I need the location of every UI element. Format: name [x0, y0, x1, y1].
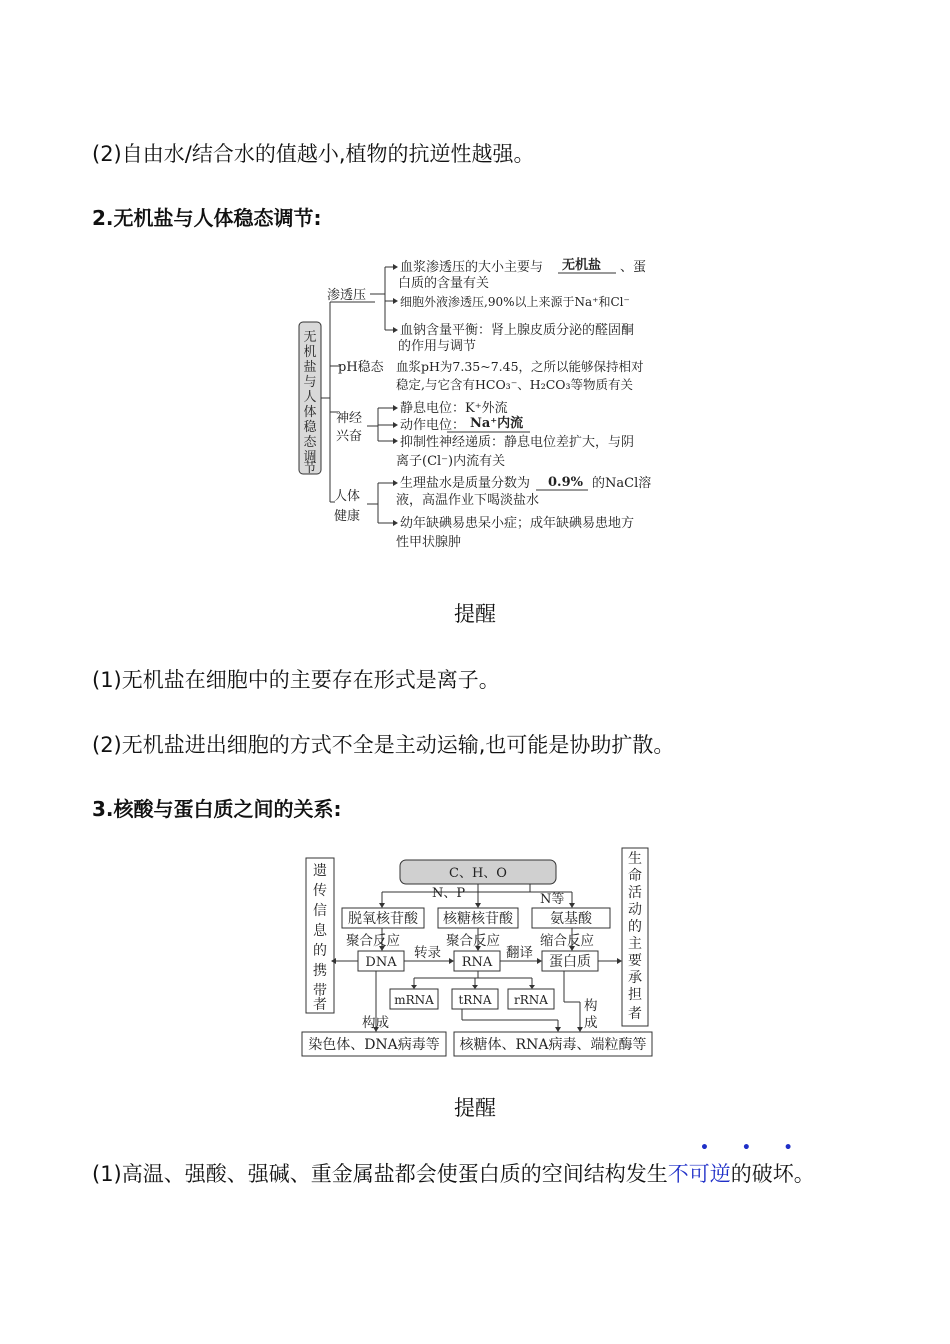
right-label-char: 承	[628, 970, 642, 986]
composition-label: 构成	[362, 1015, 389, 1031]
right-label-char: 生	[628, 851, 642, 867]
branch-human-health-label: 人体	[334, 489, 361, 504]
transcription-label: 转录	[414, 945, 441, 961]
diagram-text: 、蛋	[620, 260, 647, 275]
ribonucleotide-box: 核糖核苷酸	[443, 911, 513, 927]
rrna-box: rRNA	[514, 993, 548, 1007]
paragraph-water-ratio: (2)自由水/结合水的值越小,植物的抗逆性越强。	[92, 142, 535, 166]
diagram-text: 抑制性神经递质：静息电位差扩大，与阴	[400, 435, 635, 450]
paragraph-text: 的破坏。	[730, 1162, 815, 1186]
label-n-etc: N等	[540, 892, 565, 907]
diagram-text: 的作用与调节	[398, 339, 477, 354]
tip-heading: 提醒	[454, 1096, 496, 1120]
root-char: 与	[303, 375, 317, 390]
root-char: 盐	[303, 360, 317, 375]
polymerization-label: 聚合反应	[446, 933, 500, 949]
root-char: 机	[303, 345, 317, 360]
right-label-char: 活	[628, 885, 642, 901]
composition-label: 构	[584, 998, 598, 1014]
trna-box: tRNA	[458, 993, 492, 1007]
right-label-char: 的	[628, 919, 642, 935]
left-label-char: 息	[313, 923, 327, 939]
diagram-text: 血浆pH为7.35~7.45，之所以能够保持相对	[396, 359, 644, 374]
root-char: 稳	[303, 420, 317, 435]
inorganic-salt-homeostasis-diagram	[290, 250, 670, 560]
root-char: 人	[303, 390, 317, 405]
paragraph-salt-ion-form: (1)无机盐在细胞中的主要存在形式是离子。	[92, 668, 500, 692]
highlighted-text: 不可逆	[667, 1162, 731, 1186]
fill-answer: 无机盐	[562, 258, 602, 273]
paragraph-salt-transport: (2)无机盐进出细胞的方式不全是主动运输,也可能是协助扩散。	[92, 733, 675, 757]
root-char: 无	[303, 330, 317, 345]
left-label-char: 遗	[313, 863, 327, 879]
right-label-char: 要	[628, 953, 642, 969]
mrna-box: mRNA	[394, 993, 434, 1007]
polymerization-label: 聚合反应	[346, 933, 400, 949]
diagram-text: 生理盐水是质量分数为	[400, 476, 531, 491]
dna-box: DNA	[365, 955, 397, 970]
branch-ph-homeostasis: pH稳态	[338, 360, 384, 375]
right-label-char: 主	[628, 936, 642, 952]
diagram-text: 液，高温作业下喝淡盐水	[396, 493, 540, 508]
diagram-text: 离子(Cl⁻)内流有关	[396, 454, 506, 469]
left-label-char: 的	[313, 943, 327, 959]
label-n-p: N、P	[432, 886, 466, 901]
left-label-char: 带	[313, 983, 327, 999]
diagram-text: 白质的含量有关	[398, 276, 490, 291]
diagram-text: 血钠含量平衡：肾上腺皮质分泌的醛固酮	[400, 323, 635, 338]
right-label-char: 者	[628, 1006, 642, 1022]
paragraph-protein-denaturation	[92, 1158, 815, 1188]
ribosome-box: 核糖体、RNA病毒、端粒酶等	[459, 1037, 647, 1053]
root-char: 体	[303, 405, 317, 420]
left-label-char: 携	[313, 963, 327, 979]
left-label-char: 传	[313, 883, 327, 899]
branch-nerve-label: 兴奋	[336, 429, 363, 444]
right-label-char: 担	[628, 987, 642, 1003]
translation-label: 翻译	[506, 945, 533, 961]
amino-acid-box: 氨基酸	[550, 911, 592, 927]
branch-osmotic-pressure: 渗透压	[327, 288, 367, 303]
fill-answer: 0.9%	[548, 475, 583, 490]
section-heading-nucleic-acid-protein: 3.核酸与蛋白质之间的关系:	[92, 797, 342, 821]
elements-box-label: C、H、O	[449, 866, 507, 881]
diagram-text: 稳定,与它含有HCO₃⁻、H₂CO₃等物质有关	[396, 377, 634, 392]
section-heading-inorganic-salts: 2.无机盐与人体稳态调节:	[92, 206, 322, 230]
right-label-char: 命	[628, 868, 642, 884]
deoxyribonucleotide-box: 脱氧核苷酸	[348, 911, 418, 927]
root-char: 调	[303, 450, 317, 465]
protein-box: 蛋白质	[549, 954, 591, 970]
composition-label: 成	[584, 1015, 598, 1031]
rna-box: RNA	[461, 955, 493, 970]
left-label-char: 者	[313, 997, 327, 1013]
left-label-char: 信	[313, 903, 327, 919]
root-char: 态	[303, 435, 317, 450]
condensation-label: 缩合反应	[540, 933, 594, 949]
diagram-text: 性甲状腺肿	[396, 535, 462, 550]
emphasis-dots: • • •	[700, 1140, 807, 1156]
diagram-text: 静息电位：K⁺外流	[400, 401, 508, 416]
branch-human-health-label: 健康	[334, 509, 361, 524]
nucleic-acid-protein-diagram	[296, 846, 661, 1064]
diagram-text: 幼年缺碘易患呆小症；成年缺碘易患地方	[400, 516, 635, 531]
diagram-text: 血浆渗透压的大小主要与	[400, 260, 544, 275]
root-char: 节	[303, 461, 317, 476]
paragraph-text: (1)高温、强酸、强碱、重金属盐都会使蛋白质的空间结构发生	[92, 1162, 668, 1186]
branch-nerve-label: 神经	[336, 411, 363, 426]
diagram-text: 的NaCl溶	[592, 476, 652, 491]
chromosome-box: 染色体、DNA病毒等	[308, 1037, 440, 1053]
fill-answer: Na⁺内流	[470, 416, 524, 431]
diagram-text: 动作电位：	[400, 418, 466, 433]
right-label-char: 动	[628, 902, 642, 918]
tip-heading: 提醒	[454, 602, 496, 626]
diagram-text: 细胞外液渗透压,90%以上来源于Na⁺和Cl⁻	[400, 295, 630, 309]
